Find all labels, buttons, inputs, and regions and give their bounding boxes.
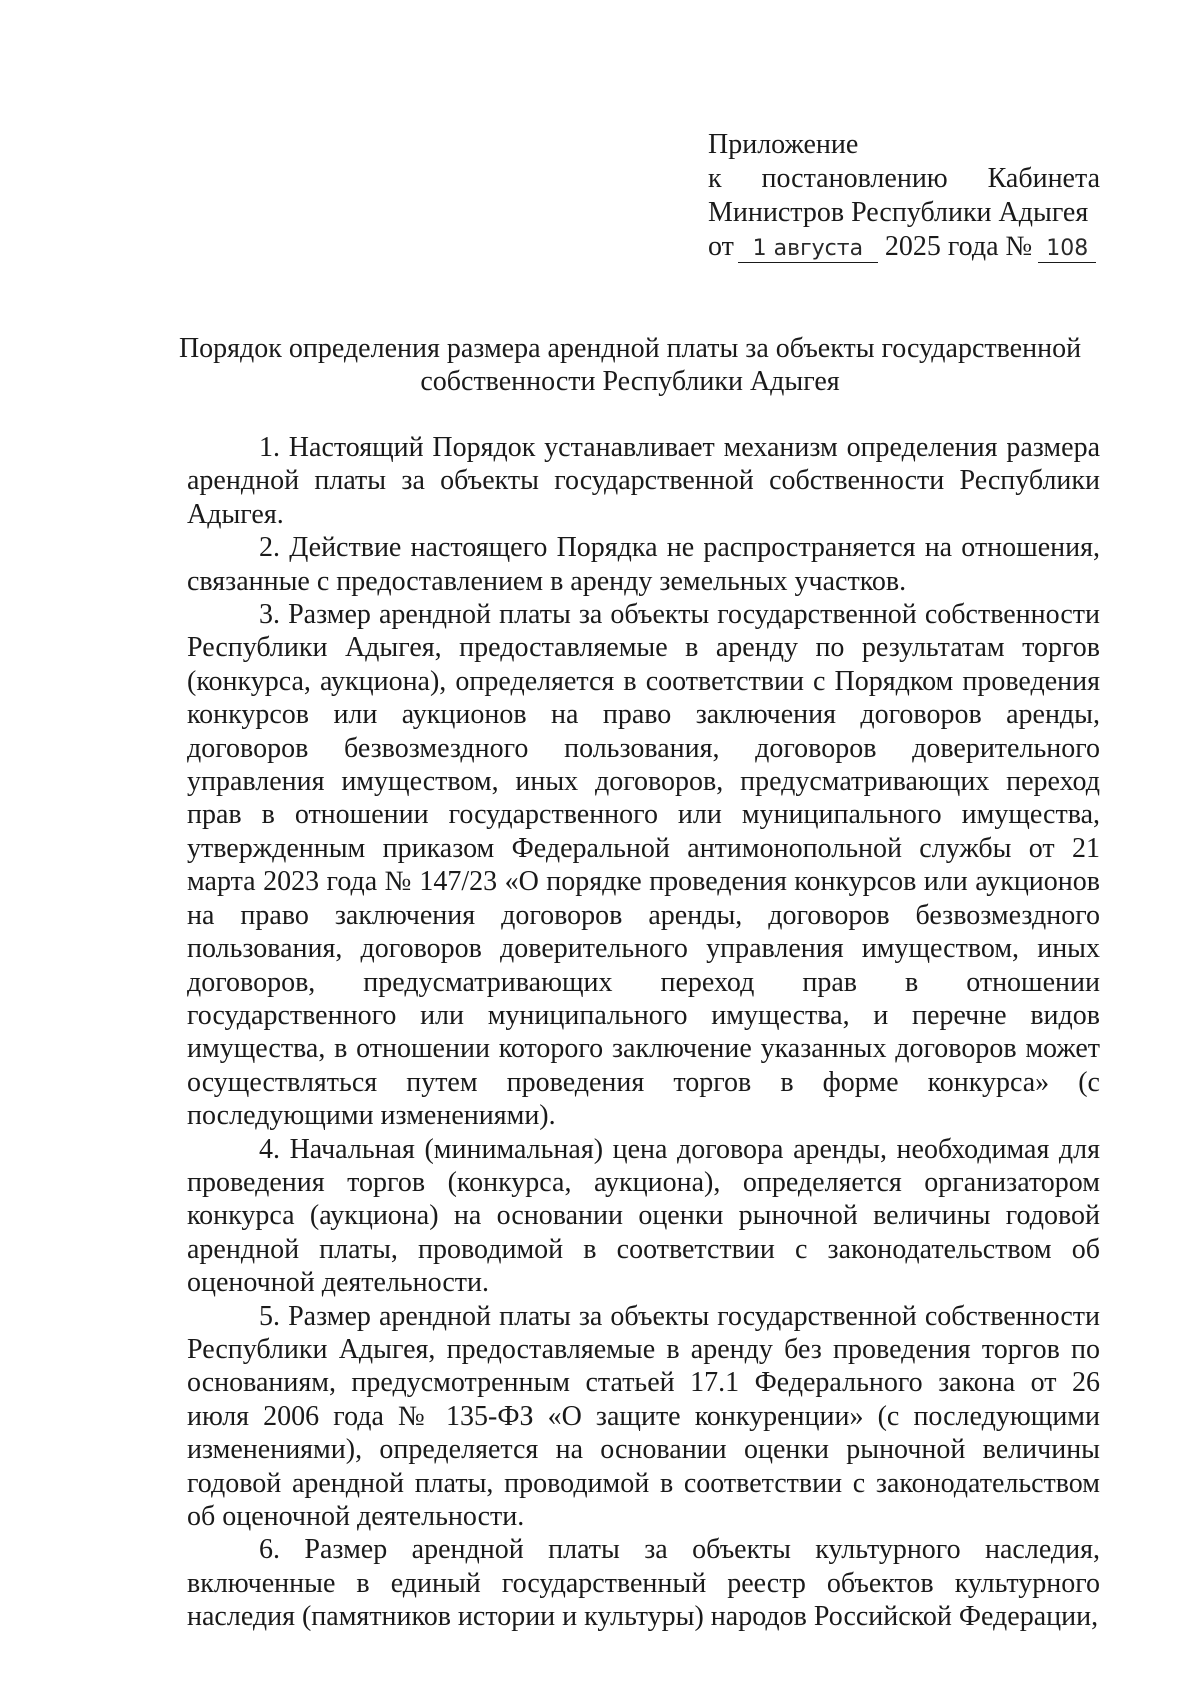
document-title: Порядок определения размера арендной платы за объекты государственной собственности Республики Адыгея <box>178 333 1082 397</box>
paragraph-1: 1. Настоящий Порядок устанавливает механизм определения размера арендной платы за объекты государственной собственности Республики Адыгея. <box>187 432 1100 530</box>
appendix-resolution-line <box>708 162 1100 196</box>
paragraph-6: 6. Размер арендной платы за объекты культурного наследия, включенные в единый государственный реестр объектов культурного наследия (памятников истории и культуры) народов Российской Федерации, <box>187 1534 1100 1633</box>
handwritten-number: 108 <box>1038 236 1096 263</box>
document-body <box>187 431 1100 1634</box>
appendix-header <box>708 128 1100 264</box>
appendix-resolution-word: постановлению <box>761 163 948 194</box>
appendix-cabinet-word: Кабинета <box>987 163 1100 194</box>
paragraph-3: 3. Размер арендной платы за объекты государственной собственности Республики Адыгея, предоставляемые в аренду по результатам торгов (конкурса, аукциона), определяется в соответствии с Порядком проведения конкурсов или аукционов на право заключения договоров аренды, договоров безвозмездного пользования, договоров доверительного управления имуществом, иных договоров, предусматривающих переход прав в отношении государственного или муниципального имущества, утвержденным приказом Федеральной антимонопольной службы от 21 марта 2023 года № 147/23 «О порядке проведения конкурсов или аукционов на право заключения договоров аренды, договоров безвозмездного пользования, договоров доверительного управления имуществом, иных договоров, предусматривающих переход прав в отношении государственного или муниципального имущества, и перечне видов имущества, в отношении которого заключение указанных договоров может осуществляться путем проведения торгов в форме конкурса» (с последующими изменениями). <box>187 599 1100 1132</box>
date-suffix: 2025 года № <box>884 231 1033 262</box>
date-prefix: от <box>708 231 734 262</box>
paragraph-2: 2. Действие настоящего Порядка не распространяется на отношения, связанные с предоставлением в аренду земельных участков. <box>187 532 1100 597</box>
appendix-date-line <box>708 230 1100 264</box>
appendix-preposition: к <box>708 163 722 194</box>
paragraph-4: 4. Начальная (минимальная) цена договора аренды, необходимая для проведения торгов (конкурса, аукциона), определяется организатором конкурса (аукциона) на основании оценки рыночной величины годовой арендной платы, проводимой в соответствии с законодательством об оценочной деятельности. <box>187 1133 1100 1299</box>
handwritten-date: 1 августа <box>738 236 878 263</box>
paragraph-5: 5. Размер арендной платы за объекты государственной собственности Республики Адыгея, предоставляемые в аренду без проведения торгов по основаниям, предусмотренным статьей 17.1 Федерального закона от 26 июля 2006 года № 135-ФЗ «О защите конкуренции» (с последующими изменениями), определяется на основании оценки рыночной величины годовой арендной платы, проводимой в соответствии с законодательством об оценочной деятельности. <box>187 1300 1100 1532</box>
appendix-ministers-line: Министров Республики Адыгея <box>708 197 1089 228</box>
appendix-label: Приложение <box>708 129 859 160</box>
